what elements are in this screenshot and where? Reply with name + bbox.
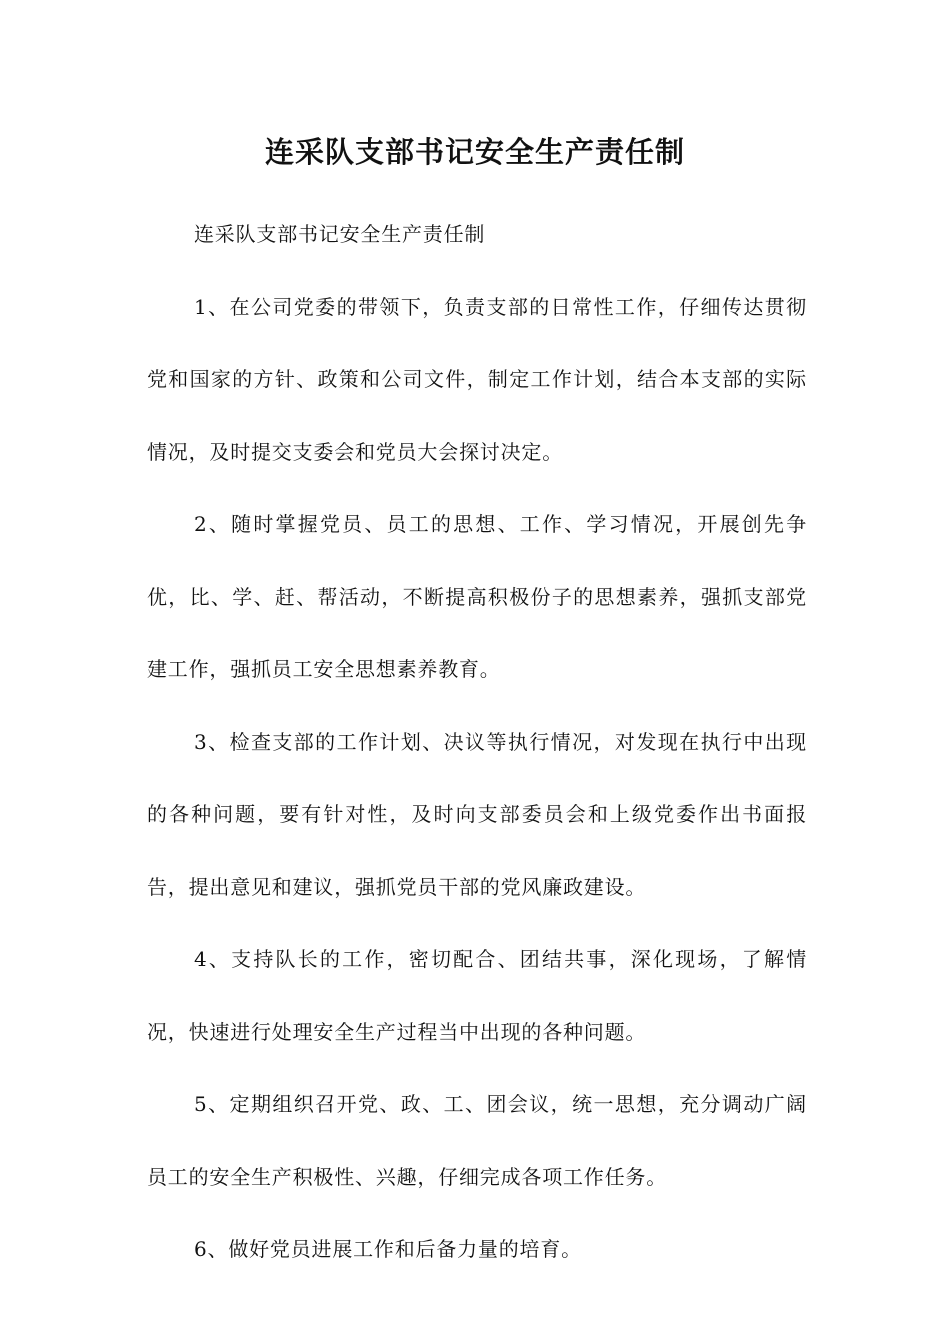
clause-5-paragraph: 5、定期组织召开党、政、工、团会议，统一思想，充分调动广阔员工的安全生产积极性、兴趣，仔细完成各项工作任务。 (147, 1092, 807, 1189)
document-title: 连采队支部书记安全生产责任制 (264, 135, 685, 169)
clause-2-paragraph: 2、随时掌握党员、员工的思想、工作、学习情况，开展创先争优，比、学、赶、帮活动，不断提高积极份子的思想素养，强抓支部党建工作，强抓员工安全思想素养教育。 (147, 512, 807, 681)
clause-4-paragraph: 4、支持队长的工作，密切配合、团结共事，深化现场，了解情况，快速进行处理安全生产过程当中出现的各种问题。 (147, 947, 807, 1044)
clause-1-paragraph: 1、在公司党委的带领下，负责支部的日常性工作，仔细传达贯彻党和国家的方针、政策和公司文件，制定工作计划，结合本支部的实际情况，及时提交支委会和党员大会探讨决定。 (147, 294, 807, 464)
clause-6-paragraph: 6、做好党员进展工作和后备力量的培育。 (194, 1237, 582, 1261)
subtitle-paragraph: 连采队支部书记安全生产责任制 (194, 222, 486, 246)
document-body (147, 198, 807, 1286)
clause-3-paragraph: 3、检查支部的工作计划、决议等执行情况，对发现在执行中出现的各种问题，要有针对性，及时向支部委员会和上级党委作出书面报告，提出意见和建议，强抓党员干部的党风廉政建设。 (147, 729, 807, 899)
